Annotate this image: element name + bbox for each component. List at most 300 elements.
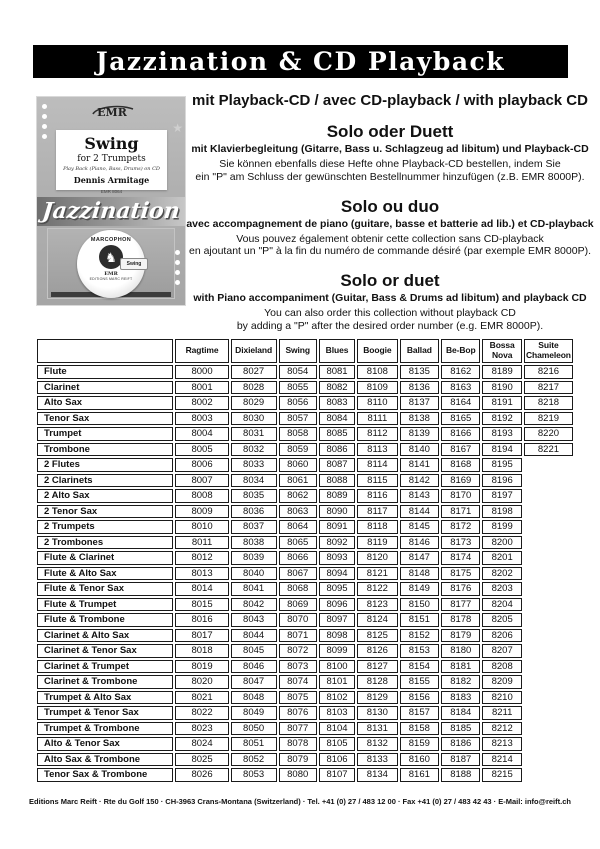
order-number-cell: 8123 (357, 598, 398, 612)
order-number-cell: 8111 (357, 412, 398, 426)
order-number-cell: 8085 (319, 427, 355, 441)
order-number-cell: 8221 (524, 443, 573, 457)
order-number-cell: 8205 (482, 613, 521, 627)
section-line: by adding a "P" after the desired order number (e.g. EMR 8000P). (236, 319, 544, 332)
order-number-cell: 8115 (357, 474, 398, 488)
order-number-cell: 8066 (279, 551, 317, 565)
instrumentation-label: Flute & Alto Sax (37, 567, 173, 581)
order-number-cell: 8176 (441, 582, 480, 596)
order-number-cell: 8170 (441, 489, 480, 503)
order-number-cell: 8119 (357, 536, 398, 550)
order-number-cell: 8128 (357, 675, 398, 689)
order-number-cell: 8138 (400, 412, 439, 426)
column-header: Boogie (357, 339, 398, 363)
order-number-cell: 8079 (279, 753, 317, 767)
order-number-cell: 8203 (482, 582, 521, 596)
order-number-cell: 8051 (231, 737, 277, 751)
section-line: ein "P" am Schluss der gewünschten Bestellnummer hinzufügen (z.B. EMR 8000P). (195, 170, 585, 183)
empty-cell (524, 768, 573, 782)
order-number-cell: 8032 (231, 443, 277, 457)
order-number-cell: 8002 (175, 396, 228, 410)
order-number-cell: 8017 (175, 629, 228, 643)
order-number-cell: 8193 (482, 427, 521, 441)
order-number-cell: 8068 (279, 582, 317, 596)
cover-composer: Dennis Armitage (73, 175, 150, 185)
order-number-cell: 8061 (279, 474, 317, 488)
order-number-cell: 8045 (231, 644, 277, 658)
table-row (37, 551, 573, 565)
column-header: Suite Chameleon (524, 339, 573, 363)
corner-cell (37, 339, 173, 363)
instrumentation-label: Tenor Sax & Trombone (37, 768, 173, 782)
binder-hole (175, 280, 180, 285)
instrumentation-label: Trumpet & Trombone (37, 722, 173, 736)
instrumentation-label: Clarinet & Tenor Sax (37, 644, 173, 658)
order-number-cell: 8015 (175, 598, 228, 612)
section-heading-de: Solo oder Duett (326, 122, 454, 141)
order-number-cell: 8213 (482, 737, 521, 751)
section-german (185, 122, 595, 184)
order-number-cell: 8162 (441, 365, 480, 379)
order-number-cell: 8163 (441, 381, 480, 395)
instrumentation-label: Flute & Trumpet (37, 598, 173, 612)
order-number-cell: 8011 (175, 536, 228, 550)
order-number-cell: 8183 (441, 691, 480, 705)
instrumentation-label: 2 Trumpets (37, 520, 173, 534)
order-number-cell: 8016 (175, 613, 228, 627)
instrumentation-label: Flute & Tenor Sax (37, 582, 173, 596)
empty-cell (524, 520, 573, 534)
order-number-cell: 8070 (279, 613, 317, 627)
order-number-cell: 8105 (319, 737, 355, 751)
table-row (37, 753, 573, 767)
order-number-cell: 8039 (231, 551, 277, 565)
order-number-cell: 8129 (357, 691, 398, 705)
order-number-cell: 8214 (482, 753, 521, 767)
order-number-cell: 8071 (279, 629, 317, 643)
catalog-table-head (37, 339, 573, 363)
cd-emr-logo: EMR (104, 271, 118, 277)
order-number-cell: 8046 (231, 660, 277, 674)
table-row (37, 505, 573, 519)
order-number-cell: 8133 (357, 753, 398, 767)
instrumentation-label: Alto & Tenor Sax (37, 737, 173, 751)
order-number-cell: 8047 (231, 675, 277, 689)
order-number-cell: 8201 (482, 551, 521, 565)
table-row (37, 582, 573, 596)
order-number-cell: 8114 (357, 458, 398, 472)
order-number-cell: 8137 (400, 396, 439, 410)
order-number-cell: 8125 (357, 629, 398, 643)
order-number-cell: 8217 (524, 381, 573, 395)
order-number-cell: 8184 (441, 706, 480, 720)
order-number-cell: 8013 (175, 567, 228, 581)
instrumentation-label: Trumpet (37, 427, 173, 441)
order-number-cell: 8122 (357, 582, 398, 596)
order-number-cell: 8009 (175, 505, 228, 519)
order-number-cell: 8035 (231, 489, 277, 503)
order-number-cell: 8126 (357, 644, 398, 658)
order-number-cell: 8028 (231, 381, 277, 395)
order-number-cell: 8097 (319, 613, 355, 627)
order-number-cell: 8180 (441, 644, 480, 658)
empty-cell (524, 505, 573, 519)
order-number-cell: 8012 (175, 551, 228, 565)
empty-cell (524, 753, 573, 767)
table-row (37, 675, 573, 689)
order-number-cell: 8175 (441, 567, 480, 581)
order-number-cell: 8204 (482, 598, 521, 612)
cd-brand-label: MARCOPHON (90, 237, 132, 243)
order-number-cell: 8127 (357, 660, 398, 674)
order-number-cell: 8136 (400, 381, 439, 395)
order-number-cell: 8027 (231, 365, 277, 379)
column-header: Bossa Nova (482, 339, 521, 363)
order-number-cell: 8000 (175, 365, 228, 379)
table-row (37, 412, 573, 426)
star-icon: ★ (172, 121, 183, 135)
section-heading-en: Solo or duet (340, 271, 440, 291)
table-row (37, 768, 573, 782)
order-number-cell: 8211 (482, 706, 521, 720)
order-number-cell: 8078 (279, 737, 317, 751)
table-row (37, 567, 573, 581)
section-subheading-en: with Piano accompaniment (Guitar, Bass & Drums ad libitum) and playback CD (193, 292, 587, 305)
order-number-cell: 8174 (441, 551, 480, 565)
table-row (37, 520, 573, 534)
instrumentation-label: Clarinet & Trombone (37, 675, 173, 689)
table-row (37, 489, 573, 503)
order-number-cell: 8120 (357, 551, 398, 565)
order-number-cell: 8024 (175, 737, 228, 751)
order-number-cell: 8048 (231, 691, 277, 705)
empty-cell (524, 458, 573, 472)
empty-cell (524, 474, 573, 488)
order-number-cell: 8145 (400, 520, 439, 534)
instrumentation-label: Trombone (37, 443, 173, 457)
order-number-cell: 8186 (441, 737, 480, 751)
instrumentation-label: Clarinet & Trumpet (37, 660, 173, 674)
column-header: Be-Bop (441, 339, 480, 363)
order-number-cell: 8060 (279, 458, 317, 472)
order-number-cell: 8210 (482, 691, 521, 705)
order-number-cell: 8192 (482, 412, 521, 426)
column-header: Blues (319, 339, 355, 363)
empty-cell (524, 489, 573, 503)
order-number-cell: 8178 (441, 613, 480, 627)
table-row (37, 474, 573, 488)
order-number-cell: 8167 (441, 443, 480, 457)
column-header: Ragtime (175, 339, 228, 363)
order-number-cell: 8041 (231, 582, 277, 596)
order-number-cell: 8150 (400, 598, 439, 612)
order-number-cell: 8173 (441, 536, 480, 550)
order-number-cell: 8117 (357, 505, 398, 519)
empty-cell (524, 613, 573, 627)
order-number-cell: 8219 (524, 412, 573, 426)
order-number-cell: 8187 (441, 753, 480, 767)
order-number-cell: 8148 (400, 567, 439, 581)
order-number-cell: 8131 (357, 722, 398, 736)
order-number-cell: 8189 (482, 365, 521, 379)
order-number-cell: 8055 (279, 381, 317, 395)
empty-cell (524, 737, 573, 751)
instrumentation-label: Trumpet & Alto Sax (37, 691, 173, 705)
order-number-cell: 8196 (482, 474, 521, 488)
order-number-cell: 8034 (231, 474, 277, 488)
order-number-cell: 8157 (400, 706, 439, 720)
order-number-cell: 8083 (319, 396, 355, 410)
order-number-cell: 8124 (357, 613, 398, 627)
binder-holes-bottom-right (175, 250, 180, 285)
order-number-cell: 8209 (482, 675, 521, 689)
svg-text:EMR: EMR (97, 106, 127, 119)
order-number-cell: 8080 (279, 768, 317, 782)
order-number-cell: 8185 (441, 722, 480, 736)
order-number-cell: 8202 (482, 567, 521, 581)
order-number-cell: 8043 (231, 613, 277, 627)
order-number-cell: 8147 (400, 551, 439, 565)
instrumentation-label: Clarinet & Alto Sax (37, 629, 173, 643)
order-number-cell: 8064 (279, 520, 317, 534)
order-number-cell: 8139 (400, 427, 439, 441)
order-number-cell: 8159 (400, 737, 439, 751)
section-english (185, 271, 595, 333)
order-number-cell: 8172 (441, 520, 480, 534)
section-heading-fr: Solo ou duo (340, 196, 440, 216)
empty-cell (524, 567, 573, 581)
order-number-cell: 8049 (231, 706, 277, 720)
order-number-cell: 8200 (482, 536, 521, 550)
order-number-cell: 8075 (279, 691, 317, 705)
table-row (37, 629, 573, 643)
order-number-cell: 8181 (441, 660, 480, 674)
order-number-cell: 8106 (319, 753, 355, 767)
order-number-cell: 8130 (357, 706, 398, 720)
order-number-cell: 8135 (400, 365, 439, 379)
order-number-cell: 8197 (482, 489, 521, 503)
table-row (37, 706, 573, 720)
section-line: Vous pouvez également obtenir cette collection sans CD-playback (236, 232, 544, 245)
order-number-cell: 8102 (319, 691, 355, 705)
section-line: en ajoutant un "P" à la fin du numéro de commande désiré (par exemple EMR 8000P). (188, 245, 591, 258)
order-number-cell: 8166 (441, 427, 480, 441)
cover-title-box (56, 130, 167, 194)
instrumentation-label: 2 Alto Sax (37, 489, 173, 503)
order-number-cell: 8100 (319, 660, 355, 674)
binder-hole (175, 270, 180, 275)
table-row (37, 644, 573, 658)
order-number-cell: 8101 (319, 675, 355, 689)
column-header: Dixieland (231, 339, 277, 363)
page-title: Jazzination & CD Playback (95, 47, 506, 76)
instrumentation-label: 2 Clarinets (37, 474, 173, 488)
order-number-cell: 8179 (441, 629, 480, 643)
cover-subtitle: for 2 Trumpets (77, 154, 146, 164)
table-row (37, 598, 573, 612)
instrumentation-label: Flute & Clarinet (37, 551, 173, 565)
order-number-cell: 8065 (279, 536, 317, 550)
order-number-cell: 8218 (524, 396, 573, 410)
order-number-cell: 8004 (175, 427, 228, 441)
order-number-cell: 8216 (524, 365, 573, 379)
cover-playback-note: Play Back (Piano, Bass, Drums) on CD (63, 166, 160, 172)
cd-disc (77, 230, 145, 298)
empty-cell (524, 722, 573, 736)
order-number-cell: 8104 (319, 722, 355, 736)
table-row (37, 613, 573, 627)
section-subheading-fr: avec accompagnement de piano (guitare, basse et batterie ad lib.) et CD-playback (186, 217, 594, 230)
order-number-cell: 8018 (175, 644, 228, 658)
order-number-cell: 8021 (175, 691, 228, 705)
order-number-cell: 8062 (279, 489, 317, 503)
order-number-cell: 8092 (319, 536, 355, 550)
order-number-cell: 8121 (357, 567, 398, 581)
table-row (37, 396, 573, 410)
order-number-cell: 8076 (279, 706, 317, 720)
album-cover (37, 97, 185, 305)
order-number-cell: 8212 (482, 722, 521, 736)
order-number-cell: 8199 (482, 520, 521, 534)
order-number-cell: 8110 (357, 396, 398, 410)
order-number-cell: 8096 (319, 598, 355, 612)
order-number-cell: 8056 (279, 396, 317, 410)
table-row (37, 737, 573, 751)
table-row (37, 536, 573, 550)
instrumentation-label: Clarinet (37, 381, 173, 395)
order-number-cell: 8146 (400, 536, 439, 550)
order-number-cell: 8005 (175, 443, 228, 457)
order-number-cell: 8165 (441, 412, 480, 426)
order-number-cell: 8063 (279, 505, 317, 519)
order-number-cell: 8030 (231, 412, 277, 426)
table-row (37, 458, 573, 472)
catalog-table-body (37, 365, 573, 782)
instrumentation-label: 2 Tenor Sax (37, 505, 173, 519)
order-number-cell: 8022 (175, 706, 228, 720)
order-number-cell: 8194 (482, 443, 521, 457)
order-number-cell: 8040 (231, 567, 277, 581)
intro-text-block (185, 92, 595, 333)
cd-side-label: Swing (120, 258, 148, 270)
order-number-cell: 8067 (279, 567, 317, 581)
order-number-cell: 8031 (231, 427, 277, 441)
empty-cell (524, 629, 573, 643)
order-number-cell: 8087 (319, 458, 355, 472)
order-number-cell: 8038 (231, 536, 277, 550)
order-number-cell: 8141 (400, 458, 439, 472)
cover-order-number: EMR 8064 (100, 189, 123, 194)
section-subheading-de: mit Klavierbegleitung (Gitarre, Bass u. Schlagzeug ad libitum) und Playback-CD (191, 143, 589, 155)
order-number-cell: 8007 (175, 474, 228, 488)
order-number-cell: 8081 (319, 365, 355, 379)
instrumentation-label: Alto Sax & Trombone (37, 753, 173, 767)
empty-cell (524, 706, 573, 720)
order-number-cell: 8084 (319, 412, 355, 426)
order-number-cell: 8090 (319, 505, 355, 519)
order-number-cell: 8215 (482, 768, 521, 782)
order-number-cell: 8094 (319, 567, 355, 581)
order-number-cell: 8019 (175, 660, 228, 674)
order-number-cell: 8082 (319, 381, 355, 395)
column-header: Swing (279, 339, 317, 363)
order-number-cell: 8023 (175, 722, 228, 736)
order-number-cell: 8036 (231, 505, 277, 519)
order-number-cell: 8103 (319, 706, 355, 720)
empty-cell (524, 598, 573, 612)
cd-center-horse-icon: ♞ (99, 245, 123, 269)
order-number-cell: 8029 (231, 396, 277, 410)
order-number-cell: 8177 (441, 598, 480, 612)
table-row (37, 722, 573, 736)
order-number-cell: 8006 (175, 458, 228, 472)
playback-tagline: mit Playback-CD / avec CD-playback / with playback CD (192, 92, 588, 109)
instrumentation-label: Trumpet & Tenor Sax (37, 706, 173, 720)
order-number-cell: 8161 (400, 768, 439, 782)
order-number-cell: 8003 (175, 412, 228, 426)
empty-cell (524, 551, 573, 565)
instrumentation-label: Flute & Trombone (37, 613, 173, 627)
order-number-cell: 8042 (231, 598, 277, 612)
order-number-cell: 8154 (400, 660, 439, 674)
instrumentation-label: 2 Trombones (37, 536, 173, 550)
order-number-cell: 8142 (400, 474, 439, 488)
order-number-cell: 8108 (357, 365, 398, 379)
order-number-cell: 8171 (441, 505, 480, 519)
instrumentation-label: Alto Sax (37, 396, 173, 410)
order-number-cell: 8116 (357, 489, 398, 503)
order-number-cell: 8107 (319, 768, 355, 782)
order-number-cell: 8206 (482, 629, 521, 643)
order-number-cell: 8182 (441, 675, 480, 689)
empty-cell (524, 536, 573, 550)
order-number-cell: 8160 (400, 753, 439, 767)
order-number-cell: 8152 (400, 629, 439, 643)
table-row (37, 660, 573, 674)
order-number-cell: 8207 (482, 644, 521, 658)
publisher-footer: Editions Marc Reift · Rte du Golf 150 · CH-3963 Crans-Montana (Switzerland) · Tel. +41 (0) 27 / 483 12 00 · Fax +41 (0) 27 / 483 42 43 · E-Mail: info@reift.ch (29, 797, 571, 806)
order-number-cell: 8088 (319, 474, 355, 488)
order-number-cell: 8059 (279, 443, 317, 457)
order-number-cell: 8020 (175, 675, 228, 689)
order-number-cell: 8010 (175, 520, 228, 534)
order-number-cell: 8188 (441, 768, 480, 782)
order-number-cell: 8050 (231, 722, 277, 736)
order-number-cell: 8044 (231, 629, 277, 643)
order-number-cell: 8077 (279, 722, 317, 736)
order-number-cell: 8156 (400, 691, 439, 705)
order-number-cell: 8098 (319, 629, 355, 643)
order-number-cell: 8195 (482, 458, 521, 472)
order-number-cell: 8153 (400, 644, 439, 658)
order-number-cell: 8140 (400, 443, 439, 457)
order-number-cell: 8033 (231, 458, 277, 472)
cd-editions-text: EDITIONS MARC REIFT (89, 277, 133, 281)
table-row (37, 365, 573, 379)
order-number-cell: 8169 (441, 474, 480, 488)
order-number-cell: 8113 (357, 443, 398, 457)
binder-hole (175, 250, 180, 255)
order-number-cell: 8093 (319, 551, 355, 565)
binder-hole (175, 260, 180, 265)
order-number-cell: 8158 (400, 722, 439, 736)
catalog-table (35, 337, 575, 784)
order-number-cell: 8052 (231, 753, 277, 767)
order-number-cell: 8143 (400, 489, 439, 503)
order-number-cell: 8001 (175, 381, 228, 395)
order-number-cell: 8057 (279, 412, 317, 426)
order-number-cell: 8144 (400, 505, 439, 519)
